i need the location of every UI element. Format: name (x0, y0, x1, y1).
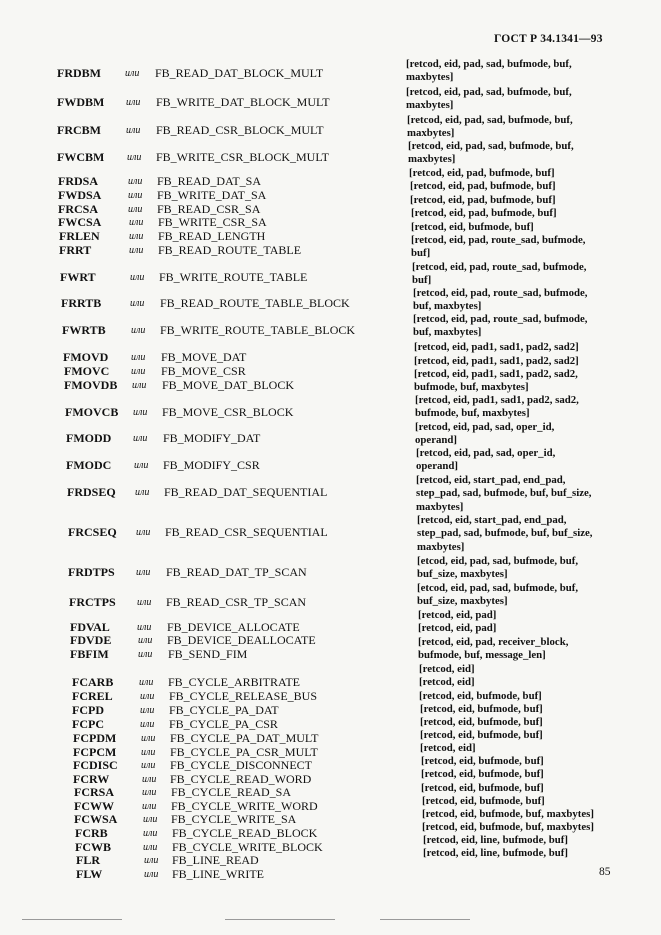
function-name: FB_LINE_WRITE (172, 867, 264, 881)
parameter-line: step_pad, sad, bufmode, buf, buf_size, (417, 527, 593, 540)
conjunction-or: или (142, 787, 157, 798)
function-parameters (406, 58, 631, 85)
parameter-line: [retcod, eid, bufmode, buf, maxbytes] (422, 808, 594, 820)
conjunction-or: или (142, 774, 157, 785)
parameter-line: [retcod, eid, pad, sad, oper_id, (416, 447, 556, 459)
parameter-line: [retcod, eid] (420, 742, 476, 754)
conjunction-or: или (127, 152, 142, 163)
function-name: FB_CYCLE_ARBITRATE (168, 675, 301, 689)
function-name: FB_READ_DAT_TP_SCAN (166, 565, 307, 579)
conjunction-or: или (136, 527, 151, 538)
conjunction-or: или (128, 204, 143, 215)
function-parameters (421, 768, 646, 781)
function-parameters (410, 180, 635, 193)
parameter-line: [retcod, eid, pad1, sad1, pad2, sad2] (414, 341, 579, 353)
function-parameters (420, 742, 645, 755)
parameter-line: [retcod, eid] (419, 663, 475, 675)
parameter-line: [retcod, eid, pad, sad, bufmode, buf, (407, 114, 573, 126)
function-parameters (411, 207, 636, 220)
function-name: FB_LINE_READ (172, 853, 259, 867)
function-abbreviation: FRDTPS (68, 565, 115, 579)
conjunction-or: или (137, 622, 152, 633)
function-parameters (422, 821, 647, 834)
function-parameters (417, 514, 642, 554)
parameter-line: [retcod, eid, pad] (418, 622, 497, 634)
function-parameters (414, 368, 639, 395)
parameter-line: bufmode, buf, maxbytes] (414, 381, 529, 394)
function-abbreviation: FRDSEQ (67, 485, 116, 499)
function-parameters (413, 313, 638, 340)
function-abbreviation: FCRW (73, 772, 110, 786)
function-name: FB_READ_DAT_SEQUENTIAL (164, 485, 328, 499)
function-parameters (406, 86, 631, 113)
function-parameters (417, 555, 642, 582)
function-abbreviation: FCWW (74, 799, 114, 813)
function-name: FB_READ_CSR_TP_SCAN (166, 595, 307, 609)
function-abbreviation: FBFIM (70, 647, 109, 661)
function-parameters (419, 676, 644, 689)
conjunction-or: или (129, 217, 144, 228)
parameter-line: bufmode, buf, message_len] (418, 649, 546, 662)
function-abbreviation: FCDISC (73, 758, 118, 772)
parameter-line: step_pad, sad, bufmode, buf, buf_size, (416, 487, 592, 500)
function-name: FB_CYCLE_DISCONNECT (170, 758, 313, 772)
function-abbreviation: FMODC (66, 458, 112, 472)
function-name: FB_MODIFY_DAT (163, 431, 261, 445)
function-parameters (421, 755, 646, 768)
function-name: FB_READ_CSR_BLOCK_MULT (156, 123, 324, 137)
function-parameters (422, 795, 647, 808)
function-abbreviation: FRRT (59, 243, 92, 257)
function-abbreviation: FDVAL (70, 620, 110, 634)
parameter-line: [retcod, eid, pad, route_sad, bufmode, (413, 287, 588, 299)
conjunction-or: или (138, 649, 153, 660)
parameter-line: [etcod, eid, pad, sad, bufmode, buf, (417, 555, 579, 567)
function-name: FB_CYCLE_RELEASE_BUS (169, 689, 318, 703)
conjunction-or: или (131, 352, 146, 363)
function-parameters (411, 234, 636, 261)
parameter-line: buf_size, maxbytes] (417, 568, 508, 581)
function-abbreviation: FWRTB (62, 323, 106, 337)
function-parameters (416, 474, 641, 514)
function-abbreviation: FCRSA (74, 785, 115, 799)
page-header: ГОСТ Р 34.1341—93 (494, 33, 603, 45)
parameter-line: [retcod, eid, bufmode, buf] (421, 768, 544, 780)
conjunction-or: или (143, 814, 158, 825)
function-parameters (410, 194, 635, 207)
function-name: FB_CYCLE_WRITE_WORD (171, 799, 318, 813)
function-abbreviation: FDVDE (70, 633, 112, 647)
conjunction-or: или (129, 231, 144, 242)
parameter-line: [retcod, eid, start_pad, end_pad, (417, 514, 567, 526)
function-abbreviation: FMOVDB (64, 378, 118, 392)
function-name: FB_READ_DAT_BLOCK_MULT (155, 66, 324, 80)
conjunction-or: или (141, 733, 156, 744)
function-parameters (407, 114, 632, 141)
parameter-line: buf] (412, 274, 432, 287)
conjunction-or: или (144, 855, 159, 866)
function-abbreviation: FCRB (75, 826, 108, 840)
function-parameters (412, 261, 637, 288)
parameter-line: [retcod, eid, pad, bufmode, buf] (411, 207, 557, 219)
conjunction-or: или (143, 828, 158, 839)
parameter-line: buf] (411, 247, 431, 260)
function-name: FB_WRITE_ROUTE_TABLE (159, 270, 308, 284)
parameter-line: [retcod, eid, pad, route_sad, bufmode, (413, 313, 588, 325)
conjunction-or: или (128, 176, 143, 187)
conjunction-or: или (129, 245, 144, 256)
function-abbreviation: FRRTB (61, 296, 102, 310)
function-name: FB_WRITE_DAT_BLOCK_MULT (156, 95, 330, 109)
function-abbreviation: FMODD (66, 431, 112, 445)
function-abbreviation: FRCTPS (69, 595, 116, 609)
conjunction-or: или (136, 567, 151, 578)
parameter-line: [retcod, eid, pad] (418, 609, 497, 621)
parameter-line: [retcod, eid, bufmode, buf] (421, 782, 544, 794)
conjunction-or: или (137, 597, 152, 608)
parameter-line: [retcod, eid, pad1, sad1, pad2, sad2] (414, 355, 579, 367)
parameter-line: operand] (416, 460, 458, 473)
conjunction-or: или (125, 68, 140, 79)
conjunction-or: или (131, 366, 146, 377)
function-parameters (418, 622, 643, 635)
function-name: FB_CYCLE_READ_SA (171, 785, 292, 799)
conjunction-or: или (144, 869, 159, 880)
function-abbreviation: FWDSA (58, 188, 102, 202)
parameter-line: operand] (415, 434, 457, 447)
parameter-line: [retcod, eid, bufmode, buf] (420, 716, 543, 728)
conjunction-or: или (126, 125, 141, 136)
function-parameters (423, 834, 648, 847)
function-name: FB_WRITE_CSR_BLOCK_MULT (156, 150, 329, 164)
function-abbreviation: FMOVD (63, 350, 109, 364)
parameter-line: [retcod, eid, pad, bufmode, buf] (410, 180, 556, 192)
function-abbreviation: FRCSA (58, 202, 99, 216)
parameter-line: bufmode, buf, maxbytes] (415, 407, 530, 420)
function-abbreviation: FRDSA (58, 174, 99, 188)
parameter-line: [retcod, eid] (419, 676, 475, 688)
function-parameters (420, 716, 645, 729)
function-abbreviation: FCPDM (73, 731, 117, 745)
conjunction-or: или (128, 190, 143, 201)
parameter-line: maxbytes] (417, 540, 465, 553)
function-abbreviation: FCWB (75, 840, 111, 854)
conjunction-or: или (142, 801, 157, 812)
function-name: FB_CYCLE_PA_CSR_MULT (170, 745, 318, 759)
function-abbreviation: FCPD (72, 703, 104, 717)
function-parameters (419, 690, 644, 703)
function-name: FB_READ_LENGTH (158, 229, 266, 243)
function-parameters (419, 663, 644, 676)
parameter-line: maxbytes] (406, 71, 454, 84)
conjunction-or: или (133, 407, 148, 418)
parameter-line: [retcod, eid, pad, bufmode, buf] (410, 194, 556, 206)
function-name: FB_WRITE_ROUTE_TABLE_BLOCK (160, 323, 356, 337)
conjunction-or: или (132, 380, 147, 391)
function-abbreviation: FCREL (72, 689, 113, 703)
conjunction-or: или (140, 719, 155, 730)
function-name: FB_MOVE_DAT_BLOCK (162, 378, 295, 392)
footer-rule (225, 919, 335, 920)
footer-rule (22, 919, 122, 920)
function-parameters (423, 847, 648, 860)
parameter-line: [etcod, eid, pad, sad, bufmode, buf, (417, 582, 579, 594)
function-parameters (420, 729, 645, 742)
function-abbreviation: FCPC (72, 717, 104, 731)
function-abbreviation: FRCBM (57, 123, 101, 137)
function-parameters (414, 355, 639, 368)
function-abbreviation: FRCSEQ (68, 525, 117, 539)
function-name: FB_MOVE_CSR_BLOCK (162, 405, 294, 419)
function-abbreviation: FCPCM (73, 745, 117, 759)
function-name: FB_READ_ROUTE_TABLE (158, 243, 302, 257)
conjunction-or: или (141, 760, 156, 771)
function-name: FB_WRITE_DAT_SA (157, 188, 267, 202)
conjunction-or: или (126, 97, 141, 108)
function-parameters (421, 782, 646, 795)
parameter-line: buf, maxbytes] (413, 300, 482, 313)
function-name: FB_CYCLE_PA_DAT (169, 703, 279, 717)
conjunction-or: или (130, 298, 145, 309)
conjunction-or: или (140, 705, 155, 716)
conjunction-or: или (130, 272, 145, 283)
function-abbreviation: FWRT (60, 270, 96, 284)
function-parameters (417, 582, 642, 609)
function-abbreviation: FRDBM (57, 66, 101, 80)
conjunction-or: или (135, 487, 150, 498)
function-name: FB_CYCLE_PA_DAT_MULT (170, 731, 319, 745)
function-abbreviation: FLR (76, 853, 100, 867)
function-name: FB_MOVE_CSR (161, 364, 246, 378)
conjunction-or: или (140, 691, 155, 702)
parameter-line: [retcod, eid, bufmode, buf] (419, 690, 542, 702)
parameter-line: [retcod, eid, bufmode, buf] (411, 221, 534, 233)
function-parameters (411, 221, 636, 234)
function-name: FB_MOVE_DAT (161, 350, 247, 364)
conjunction-or: или (138, 635, 153, 646)
parameter-line: maxbytes] (416, 500, 464, 513)
function-abbreviation: FWCBM (57, 150, 105, 164)
function-parameters (422, 808, 647, 821)
conjunction-or: или (139, 677, 154, 688)
parameter-line: buf_size, maxbytes] (417, 595, 508, 608)
parameter-line: [retcod, eid, pad, sad, oper_id, (415, 421, 555, 433)
function-parameters (418, 609, 643, 622)
function-abbreviation: FMOVC (64, 364, 110, 378)
parameter-line: [retcod, eid, bufmode, buf, maxbytes] (422, 821, 594, 833)
parameter-line: [retcod, eid, bufmode, buf] (420, 703, 543, 715)
function-name: FB_WRITE_CSR_SA (158, 215, 267, 229)
function-abbreviation: FWCSA (58, 215, 102, 229)
page-number: 85 (599, 866, 611, 878)
parameter-line: [retcod, eid, line, bufmode, buf] (423, 847, 568, 859)
conjunction-or: или (134, 460, 149, 471)
parameter-line: [retcod, eid, pad, route_sad, bufmode, (411, 234, 586, 246)
parameter-line: [retcod, eid, pad, bufmode, buf] (409, 167, 555, 179)
function-abbreviation: FWDBM (57, 95, 105, 109)
function-parameters (418, 636, 643, 663)
parameter-line: [retcod, eid, pad, sad, bufmode, buf, (408, 140, 574, 152)
function-name: FB_MODIFY_CSR (163, 458, 260, 472)
function-name: FB_READ_CSR_SEQUENTIAL (165, 525, 328, 539)
parameter-line: [retcod, eid, line, bufmode, buf] (423, 834, 568, 846)
function-name: FB_CYCLE_WRITE_SA (171, 812, 297, 826)
footer-rule (380, 919, 470, 920)
parameter-line: [retcod, eid, pad1, sad1, pad2, sad2, (414, 368, 578, 380)
function-name: FB_CYCLE_READ_WORD (170, 772, 312, 786)
function-name: FB_READ_CSR_SA (157, 202, 261, 216)
parameter-line: [retcod, eid, bufmode, buf] (420, 729, 543, 741)
function-parameters (409, 167, 634, 180)
parameter-line: maxbytes] (408, 153, 456, 166)
function-name: FB_CYCLE_WRITE_BLOCK (172, 840, 323, 854)
function-parameters (413, 287, 638, 314)
parameter-line: buf, maxbytes] (413, 326, 482, 339)
parameter-line: [retcod, eid, pad, sad, bufmode, buf, (406, 58, 572, 70)
function-parameters (414, 341, 639, 354)
parameter-line: maxbytes] (407, 127, 455, 140)
function-name: FB_CYCLE_PA_CSR (169, 717, 278, 731)
parameter-line: [retcod, eid, pad, route_sad, bufmode, (412, 261, 587, 273)
function-name: FB_CYCLE_READ_BLOCK (172, 826, 318, 840)
function-parameters (416, 447, 641, 474)
function-abbreviation: FRLEN (59, 229, 100, 243)
parameter-line: maxbytes] (406, 99, 454, 112)
parameter-line: [retcod, eid, start_pad, end_pad, (416, 474, 566, 486)
function-parameters (420, 703, 645, 716)
function-name: FB_DEVICE_ALLOCATE (167, 620, 300, 634)
function-abbreviation: FCARB (72, 675, 114, 689)
conjunction-or: или (141, 747, 156, 758)
function-parameters (408, 140, 633, 167)
function-abbreviation: FCWSA (74, 812, 118, 826)
parameter-line: [retcod, eid, pad, receiver_block, (418, 636, 569, 648)
function-parameters (415, 394, 640, 421)
function-name: FB_DEVICE_DEALLOCATE (167, 633, 316, 647)
conjunction-or: или (133, 433, 148, 444)
function-abbreviation: FLW (76, 867, 103, 881)
conjunction-or: или (143, 842, 158, 853)
parameter-line: [retcod, eid, bufmode, buf] (422, 795, 545, 807)
function-name: FB_READ_ROUTE_TABLE_BLOCK (160, 296, 350, 310)
function-name: FB_SEND_FIM (168, 647, 248, 661)
conjunction-or: или (131, 325, 146, 336)
function-parameters (415, 421, 640, 448)
parameter-line: [retcod, eid, bufmode, buf] (421, 755, 544, 767)
function-name: FB_READ_DAT_SA (157, 174, 262, 188)
function-abbreviation: FMOVCB (65, 405, 119, 419)
parameter-line: [retcod, eid, pad, sad, bufmode, buf, (406, 86, 572, 98)
parameter-line: [retcod, eid, pad1, sad1, pad2, sad2, (415, 394, 579, 406)
